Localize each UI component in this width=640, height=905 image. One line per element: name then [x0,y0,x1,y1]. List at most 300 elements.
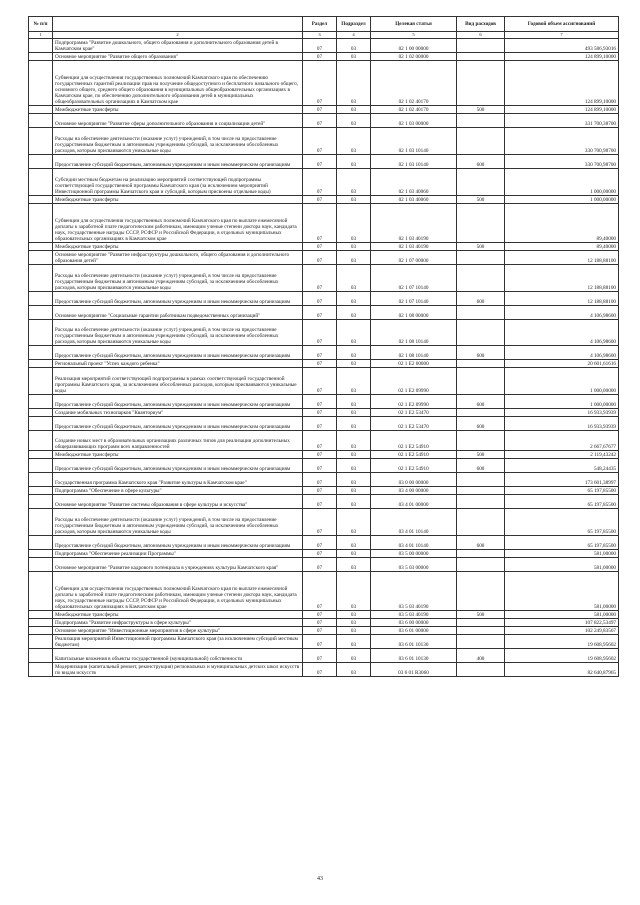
row-name-cell: Расходы на обеспечение деятельности (оказание услуг) учреждений, в том числе на предоставление государственным бюджетным и автономным учреждениям субсидий, за исключением обособленных расходов, которым присваиваются уникальные коды [53,509,303,536]
row-amount-cell: 124 899,10000 [505,60,619,106]
row-target-article-cell: 03 4 01 10140 [371,509,457,536]
row-razdel-cell: 07 [303,264,337,291]
row-name-cell: Основное мероприятие "Инвестиционные мероприятия в сфере культуры" [53,626,303,634]
row-razdel-cell: 07 [303,291,337,305]
column-number: 5 [371,32,457,39]
row-podrazdel-cell: 03 [337,509,371,536]
row-razdel-cell: 07 [303,242,337,250]
row-index-cell [29,106,53,114]
row-amount-cell: 124 899,10000 [505,106,619,114]
row-expense-type-cell [457,634,505,648]
row-target-article-cell: 02 1 03 40190 [371,203,457,242]
row-target-article-cell: 03 5 00 00000 [371,550,457,558]
row-index-cell [29,618,53,626]
row-name-cell: Реализация мероприятий Инвестиционной программы Камчатского края (за исключением субсидий местным бюджетам) [53,634,303,648]
row-target-article-cell: 02 1 E2 53470 [371,416,457,430]
row-expense-type-cell [457,571,505,610]
row-podrazdel-cell: 03 [337,195,371,203]
table-row [29,305,619,319]
row-expense-type-cell: 500 [457,195,505,203]
row-target-article-cell: 02 1 03 10140 [371,128,457,155]
row-razdel-cell: 07 [303,662,337,676]
row-target-article-cell: 02 1 E2 54910 [371,430,457,450]
row-index-cell [29,634,53,648]
row-amount-cell: 107 822,53497 [505,618,619,626]
page-number: 43 [317,876,323,882]
row-index-cell [29,264,53,291]
row-expense-type-cell [457,39,505,53]
row-name-cell: Предоставление субсидий бюджетным, автономным учреждениям и иным некоммерческим организациям [53,416,303,430]
table-row [29,128,619,155]
row-index-cell [29,626,53,634]
row-expense-type-cell [457,509,505,536]
table-row [29,169,619,196]
table-row [29,535,619,549]
row-razdel-cell: 07 [303,53,337,61]
row-index-cell [29,557,53,571]
row-target-article-cell: 02 1 08 00000 [371,305,457,319]
row-expense-type-cell [457,60,505,106]
row-amount-cell: 173 601,38997 [505,473,619,487]
row-expense-type-cell [457,114,505,128]
row-expense-type-cell: 600 [457,535,505,549]
row-name-cell: Основное мероприятие "Социальные гарантии работникам подведомственных организаций" [53,305,303,319]
table-row [29,611,619,619]
row-index-cell [29,128,53,155]
row-target-article-cell: 03 6 00 00000 [371,618,457,626]
row-amount-cell: 89,40000 [505,242,619,250]
row-expense-type-cell [457,264,505,291]
row-target-article-cell: 03 6 01 10130 [371,648,457,662]
row-razdel-cell: 07 [303,634,337,648]
row-amount-cell: 581,00000 [505,550,619,558]
row-expense-type-cell [457,319,505,346]
table-body [29,39,619,677]
budget-table-sheet [28,16,618,677]
budget-allocation-table [28,16,619,677]
row-target-article-cell: 02 1 03 10140 [371,155,457,169]
row-podrazdel-cell: 03 [337,618,371,626]
row-name-cell: Подпрограмма "Развитие инфраструктуры в сфере культуры" [53,618,303,626]
row-podrazdel-cell: 03 [337,291,371,305]
row-expense-type-cell [457,662,505,676]
row-podrazdel-cell: 03 [337,128,371,155]
row-amount-cell: 82 640,87965 [505,662,619,676]
table-row [29,557,619,571]
row-podrazdel-cell: 03 [337,557,371,571]
table-row [29,550,619,558]
row-target-article-cell: 03 6 01 00000 [371,626,457,634]
row-podrazdel-cell: 03 [337,394,371,408]
table-header-row [29,17,619,32]
row-index-cell [29,416,53,430]
row-razdel-cell: 07 [303,557,337,571]
row-podrazdel-cell: 03 [337,626,371,634]
row-razdel-cell: 07 [303,195,337,203]
row-amount-cell: 1 000,00000 [505,169,619,196]
row-expense-type-cell [457,368,505,395]
row-podrazdel-cell: 03 [337,495,371,509]
row-razdel-cell: 07 [303,114,337,128]
row-name-cell: Предоставление субсидий бюджетным, автономным учреждениям и иным некоммерческим организациям [53,394,303,408]
row-name-cell: Реализация мероприятий соответствующей подпрограммы в рамках соответствующей государственной программы Камчатского края, за исключением обособленных расходов, которым присваиваются уникальные коды [53,368,303,395]
row-name-cell: Предоставление субсидий бюджетным, автономным учреждениям и иным некоммерческим организациям [53,535,303,549]
row-target-article-cell: 02 1 07 10140 [371,264,457,291]
table-row [29,291,619,305]
table-row [29,430,619,450]
row-podrazdel-cell: 03 [337,60,371,106]
row-name-cell: Расходы на обеспечение деятельности (оказание услуг) учреждений, в том числе на предоставление государственным бюджетным и автономным учреждениям субсидий, за исключением обособленных расходов, которым присваиваются уникальные коды [53,128,303,155]
row-razdel-cell: 07 [303,409,337,417]
row-target-article-cell: 02 1 02 00000 [371,53,457,61]
row-index-cell [29,53,53,61]
row-name-cell: Межбюджетные трансферты [53,195,303,203]
row-expense-type-cell [457,53,505,61]
row-target-article-cell: 02 1 E2 54910 [371,451,457,459]
row-index-cell [29,195,53,203]
table-row [29,409,619,417]
row-index-cell [29,346,53,360]
table-row [29,203,619,242]
row-expense-type-cell [457,305,505,319]
row-podrazdel-cell: 03 [337,114,371,128]
row-target-article-cell: 02 1 02 40170 [371,60,457,106]
row-target-article-cell: 02 1 03 40060 [371,195,457,203]
row-index-cell [29,319,53,346]
row-amount-cell: 1 000,00000 [505,394,619,408]
row-podrazdel-cell: 03 [337,346,371,360]
row-target-article-cell: 02 1 02 40170 [371,106,457,114]
row-index-cell [29,360,53,368]
row-index-cell [29,571,53,610]
row-razdel-cell: 07 [303,487,337,495]
table-row [29,114,619,128]
row-expense-type-cell [457,626,505,634]
row-index-cell [29,203,53,242]
row-target-article-cell: 02 1 07 10140 [371,291,457,305]
column-number: 4 [337,32,371,39]
row-name-cell: Модернизация (капитальный ремонт, реконструкция) региональных и муниципальных детских школ искусств по видам искусств [53,662,303,676]
row-expense-type-cell: 500 [457,451,505,459]
row-podrazdel-cell: 03 [337,203,371,242]
row-name-cell: Подпрограмма "Обеспечение в сфере культуры" [53,487,303,495]
table-row [29,509,619,536]
header-target-article: Целевая статья [371,17,457,32]
row-amount-cell: 2 667,67677 [505,430,619,450]
row-target-article-cell: 02 1 E2 53470 [371,409,457,417]
row-target-article-cell: 03 5 03 40190 [371,611,457,619]
row-amount-cell: 89,40000 [505,203,619,242]
table-row [29,39,619,53]
row-name-cell: Основное мероприятие "Развитие сферы дополнительного образования и социализации детей" [53,114,303,128]
row-amount-cell: 4 106,98600 [505,346,619,360]
header-num: № п/п [29,17,53,32]
row-name-cell: Предоставление субсидий бюджетным, автономным учреждениям и иным некоммерческим организациям [53,155,303,169]
row-amount-cell: 20 601,61616 [505,360,619,368]
row-expense-type-cell [457,250,505,264]
row-razdel-cell: 07 [303,495,337,509]
row-name-cell: Подпрограмма "Обеспечение реализации Программы" [53,550,303,558]
row-target-article-cell: 03 4 00 00000 [371,487,457,495]
row-name-cell: Межбюджетные трансферты [53,611,303,619]
row-index-cell [29,550,53,558]
row-podrazdel-cell: 03 [337,430,371,450]
row-amount-cell: 493 586,93016 [505,39,619,53]
row-razdel-cell: 07 [303,571,337,610]
row-target-article-cell: 02 1 08 10140 [371,346,457,360]
table-row [29,618,619,626]
row-razdel-cell: 07 [303,305,337,319]
row-podrazdel-cell: 03 [337,169,371,196]
table-row [29,106,619,114]
row-podrazdel-cell: 03 [337,360,371,368]
row-index-cell [29,451,53,459]
row-expense-type-cell: 500 [457,611,505,619]
row-target-article-cell: 02 1 E2 54910 [371,459,457,473]
row-name-cell: Субсидии местным бюджетам на реализацию мероприятий соответствующей подпрограммы соответствующей государственной программы Камчатского края (за исключением мероприятий Инвестиционной программы Камчатского края и субсидий, которым присвоены отдельные коды) [53,169,303,196]
row-amount-cell: 330 700,98700 [505,155,619,169]
row-expense-type-cell: 600 [457,459,505,473]
row-expense-type-cell [457,169,505,196]
column-number: 6 [457,32,505,39]
row-amount-cell: 4 106,98600 [505,305,619,319]
row-podrazdel-cell: 03 [337,305,371,319]
row-target-article-cell: 02 1 07 00000 [371,250,457,264]
row-amount-cell: 65 197,85500 [505,509,619,536]
row-index-cell [29,495,53,509]
row-target-article-cell: 03 5 03 40190 [371,571,457,610]
row-target-article-cell: 03 4 01 00000 [371,495,457,509]
row-razdel-cell: 07 [303,430,337,450]
table-row [29,459,619,473]
row-index-cell [29,155,53,169]
row-index-cell [29,611,53,619]
row-expense-type-cell [457,409,505,417]
table-row [29,451,619,459]
row-razdel-cell: 07 [303,106,337,114]
row-index-cell [29,39,53,53]
header-razdel: Раздел [303,17,337,32]
row-index-cell [29,473,53,487]
row-expense-type-cell [457,430,505,450]
row-razdel-cell: 07 [303,60,337,106]
row-razdel-cell: 07 [303,203,337,242]
row-amount-cell: 548,24435 [505,459,619,473]
row-name-cell: Государственная программа Камчатского края "Развитие культуры в Камчатском крае" [53,473,303,487]
row-target-article-cell: 03 6 01 R3060 [371,662,457,676]
table-row [29,634,619,648]
row-expense-type-cell: 500 [457,242,505,250]
row-podrazdel-cell: 03 [337,264,371,291]
row-target-article-cell: 02 1 E2 09990 [371,394,457,408]
row-target-article-cell: 02 1 E2 09990 [371,368,457,395]
row-target-article-cell: 02 1 03 40060 [371,169,457,196]
row-razdel-cell: 07 [303,550,337,558]
row-podrazdel-cell: 03 [337,155,371,169]
table-row [29,662,619,676]
row-index-cell [29,291,53,305]
row-razdel-cell: 07 [303,155,337,169]
row-amount-cell: 581,00000 [505,611,619,619]
row-amount-cell: 2 119,43242 [505,451,619,459]
row-amount-cell: 1 000,00000 [505,368,619,395]
row-podrazdel-cell: 03 [337,634,371,648]
row-amount-cell: 102 249,83567 [505,626,619,634]
row-name-cell: Основное мероприятие "Развитие кадрового потенциала в учреждениях культуры Камчатского края" [53,557,303,571]
row-amount-cell: 331 700,38700 [505,114,619,128]
column-number: 3 [303,32,337,39]
table-row [29,416,619,430]
row-target-article-cell: 02 1 03 00000 [371,114,457,128]
row-name-cell: Межбюджетные трансферты [53,106,303,114]
row-index-cell [29,409,53,417]
table-row [29,264,619,291]
row-index-cell [29,305,53,319]
row-amount-cell: 16 933,93939 [505,416,619,430]
row-name-cell: Субвенции для осуществления государственных полномочий Камчатского края по выплате ежемесячной доплаты к заработной плате педагогическим работникам, имеющим ученые степени доктора наук, кандидата наук, государственные награды СССР, РСФСР и Российской Федерации, в отдельных муниципальных образовательных организациях в Камчатском крае [53,571,303,610]
row-target-article-cell: 02 1 08 10140 [371,319,457,346]
row-razdel-cell: 07 [303,319,337,346]
row-amount-cell: 581,00000 [505,557,619,571]
row-razdel-cell: 07 [303,451,337,459]
table-row [29,626,619,634]
row-name-cell: Расходы на обеспечение деятельности (оказание услуг) учреждений, в том числе на предоставление государственным бюджетным и автономным учреждениям субсидий, за исключением обособленных расходов, которым присваиваются уникальные коды [53,264,303,291]
row-expense-type-cell: 400 [457,648,505,662]
row-amount-cell: 12 188,88100 [505,291,619,305]
row-index-cell [29,394,53,408]
table-row [29,394,619,408]
row-razdel-cell: 07 [303,626,337,634]
row-expense-type-cell [457,473,505,487]
row-name-cell: Капитальные вложения в объекты государственной (муниципальной) собственности [53,648,303,662]
row-name-cell: Предоставление субсидий бюджетным, автономным учреждениям и иным некоммерческим организациям [53,459,303,473]
row-name-cell: Создание мобильных технопарков "Кванториум" [53,409,303,417]
row-target-article-cell: 03 0 00 00000 [371,473,457,487]
row-name-cell: Межбюджетные трансферты [53,242,303,250]
row-name-cell: Основное мероприятие "Развитие инфраструктуры дошкольного, общего образования и дополнительного образования детей" [53,250,303,264]
table-row [29,571,619,610]
row-podrazdel-cell: 03 [337,459,371,473]
table-row [29,242,619,250]
row-expense-type-cell [457,557,505,571]
row-razdel-cell: 07 [303,346,337,360]
row-amount-cell: 581,00000 [505,571,619,610]
row-target-article-cell: 02 1 00 00000 [371,39,457,53]
row-razdel-cell: 07 [303,394,337,408]
row-razdel-cell: 07 [303,509,337,536]
column-number-row [29,32,619,39]
row-amount-cell: 12 188,88100 [505,264,619,291]
row-name-cell: Субвенции для осуществления государственных полномочий Камчатского края по выплате ежемесячной доплаты к заработной плате педагогическим работникам, имеющим ученые степени доктора наук, кандидата наук, государственные награды СССР, РСФСР и Российской Федерации, в отдельных муниципальных образовательных организациях в Камчатском крае [53,203,303,242]
row-podrazdel-cell: 03 [337,550,371,558]
row-razdel-cell: 07 [303,459,337,473]
row-name-cell: Основное мероприятие "Развитие системы образования в сфере культуры и искусства" [53,495,303,509]
row-razdel-cell: 07 [303,128,337,155]
header-expense-type: Вид расходов [457,17,505,32]
row-index-cell [29,648,53,662]
row-target-article-cell: 02 1 03 40190 [371,242,457,250]
column-number: 7 [505,32,619,39]
row-index-cell [29,114,53,128]
row-amount-cell: 19 608,95602 [505,634,619,648]
row-amount-cell: 124 899,10000 [505,53,619,61]
row-name-cell: Создание новых мест в образовательных организациях различных типов для реализации дополнительных общеразвивающих программ всех направленностей [53,430,303,450]
table-row [29,648,619,662]
row-index-cell [29,535,53,549]
row-podrazdel-cell: 03 [337,648,371,662]
row-name-cell: Региональный проект "Успех каждого ребенка" [53,360,303,368]
row-expense-type-cell [457,203,505,242]
row-expense-type-cell: 600 [457,291,505,305]
row-razdel-cell: 07 [303,368,337,395]
row-target-article-cell: 03 4 01 10140 [371,535,457,549]
row-index-cell [29,662,53,676]
row-expense-type-cell [457,487,505,495]
row-podrazdel-cell: 03 [337,242,371,250]
row-expense-type-cell [457,128,505,155]
row-index-cell [29,60,53,106]
row-expense-type-cell [457,618,505,626]
row-razdel-cell: 07 [303,416,337,430]
row-amount-cell: 4 106,98600 [505,319,619,346]
table-row [29,360,619,368]
row-podrazdel-cell: 03 [337,53,371,61]
row-podrazdel-cell: 03 [337,416,371,430]
row-podrazdel-cell: 03 [337,571,371,610]
row-target-article-cell: 02 1 E2 00000 [371,360,457,368]
table-row [29,53,619,61]
row-name-cell: Подпрограмма "Развитие дошкольного, общего образования и дополнительного образования детей в Камчатском крае" [53,39,303,53]
row-index-cell [29,430,53,450]
row-expense-type-cell: 500 [457,106,505,114]
row-podrazdel-cell: 03 [337,662,371,676]
column-number: 1 [29,32,53,39]
row-razdel-cell: 07 [303,611,337,619]
row-index-cell [29,509,53,536]
table-row [29,346,619,360]
row-amount-cell: 1 000,00000 [505,195,619,203]
row-expense-type-cell: 600 [457,155,505,169]
header-name [53,17,303,32]
row-index-cell [29,368,53,395]
row-amount-cell: 16 933,93939 [505,409,619,417]
table-row [29,495,619,509]
row-expense-type-cell: 600 [457,394,505,408]
row-index-cell [29,242,53,250]
row-razdel-cell: 07 [303,473,337,487]
row-podrazdel-cell: 03 [337,368,371,395]
row-index-cell [29,459,53,473]
row-podrazdel-cell: 03 [337,535,371,549]
row-name-cell: Предоставление субсидий бюджетным, автономным учреждениям и иным некоммерческим организациям [53,346,303,360]
row-amount-cell: 65 197,85500 [505,487,619,495]
row-name-cell: Предоставление субсидий бюджетным, автономным учреждениям и иным некоммерческим организациям [53,291,303,305]
column-number: 2 [53,32,303,39]
row-name-cell: Субвенции для осуществления государственных полномочий Камчатского края по обеспечению государственных гарантий реализации прав на получение общедоступного и бесплатного начального общего, основного общего, среднего общего образования в муниципальных общеобразовательных организациях в Камчатском крае, по обеспечению дополнительного образования детей в муниципальных общеобразовательных организациях в Камчатском крае [53,60,303,106]
row-expense-type-cell: 600 [457,346,505,360]
row-podrazdel-cell: 03 [337,409,371,417]
table-row [29,368,619,395]
table-row [29,319,619,346]
row-amount-cell: 65 197,85500 [505,495,619,509]
row-index-cell [29,250,53,264]
row-name-cell: Основное мероприятие "Развитие общего образования" [53,53,303,61]
table-row [29,473,619,487]
row-expense-type-cell: 600 [457,416,505,430]
row-index-cell [29,169,53,196]
table-row [29,250,619,264]
row-razdel-cell: 07 [303,169,337,196]
